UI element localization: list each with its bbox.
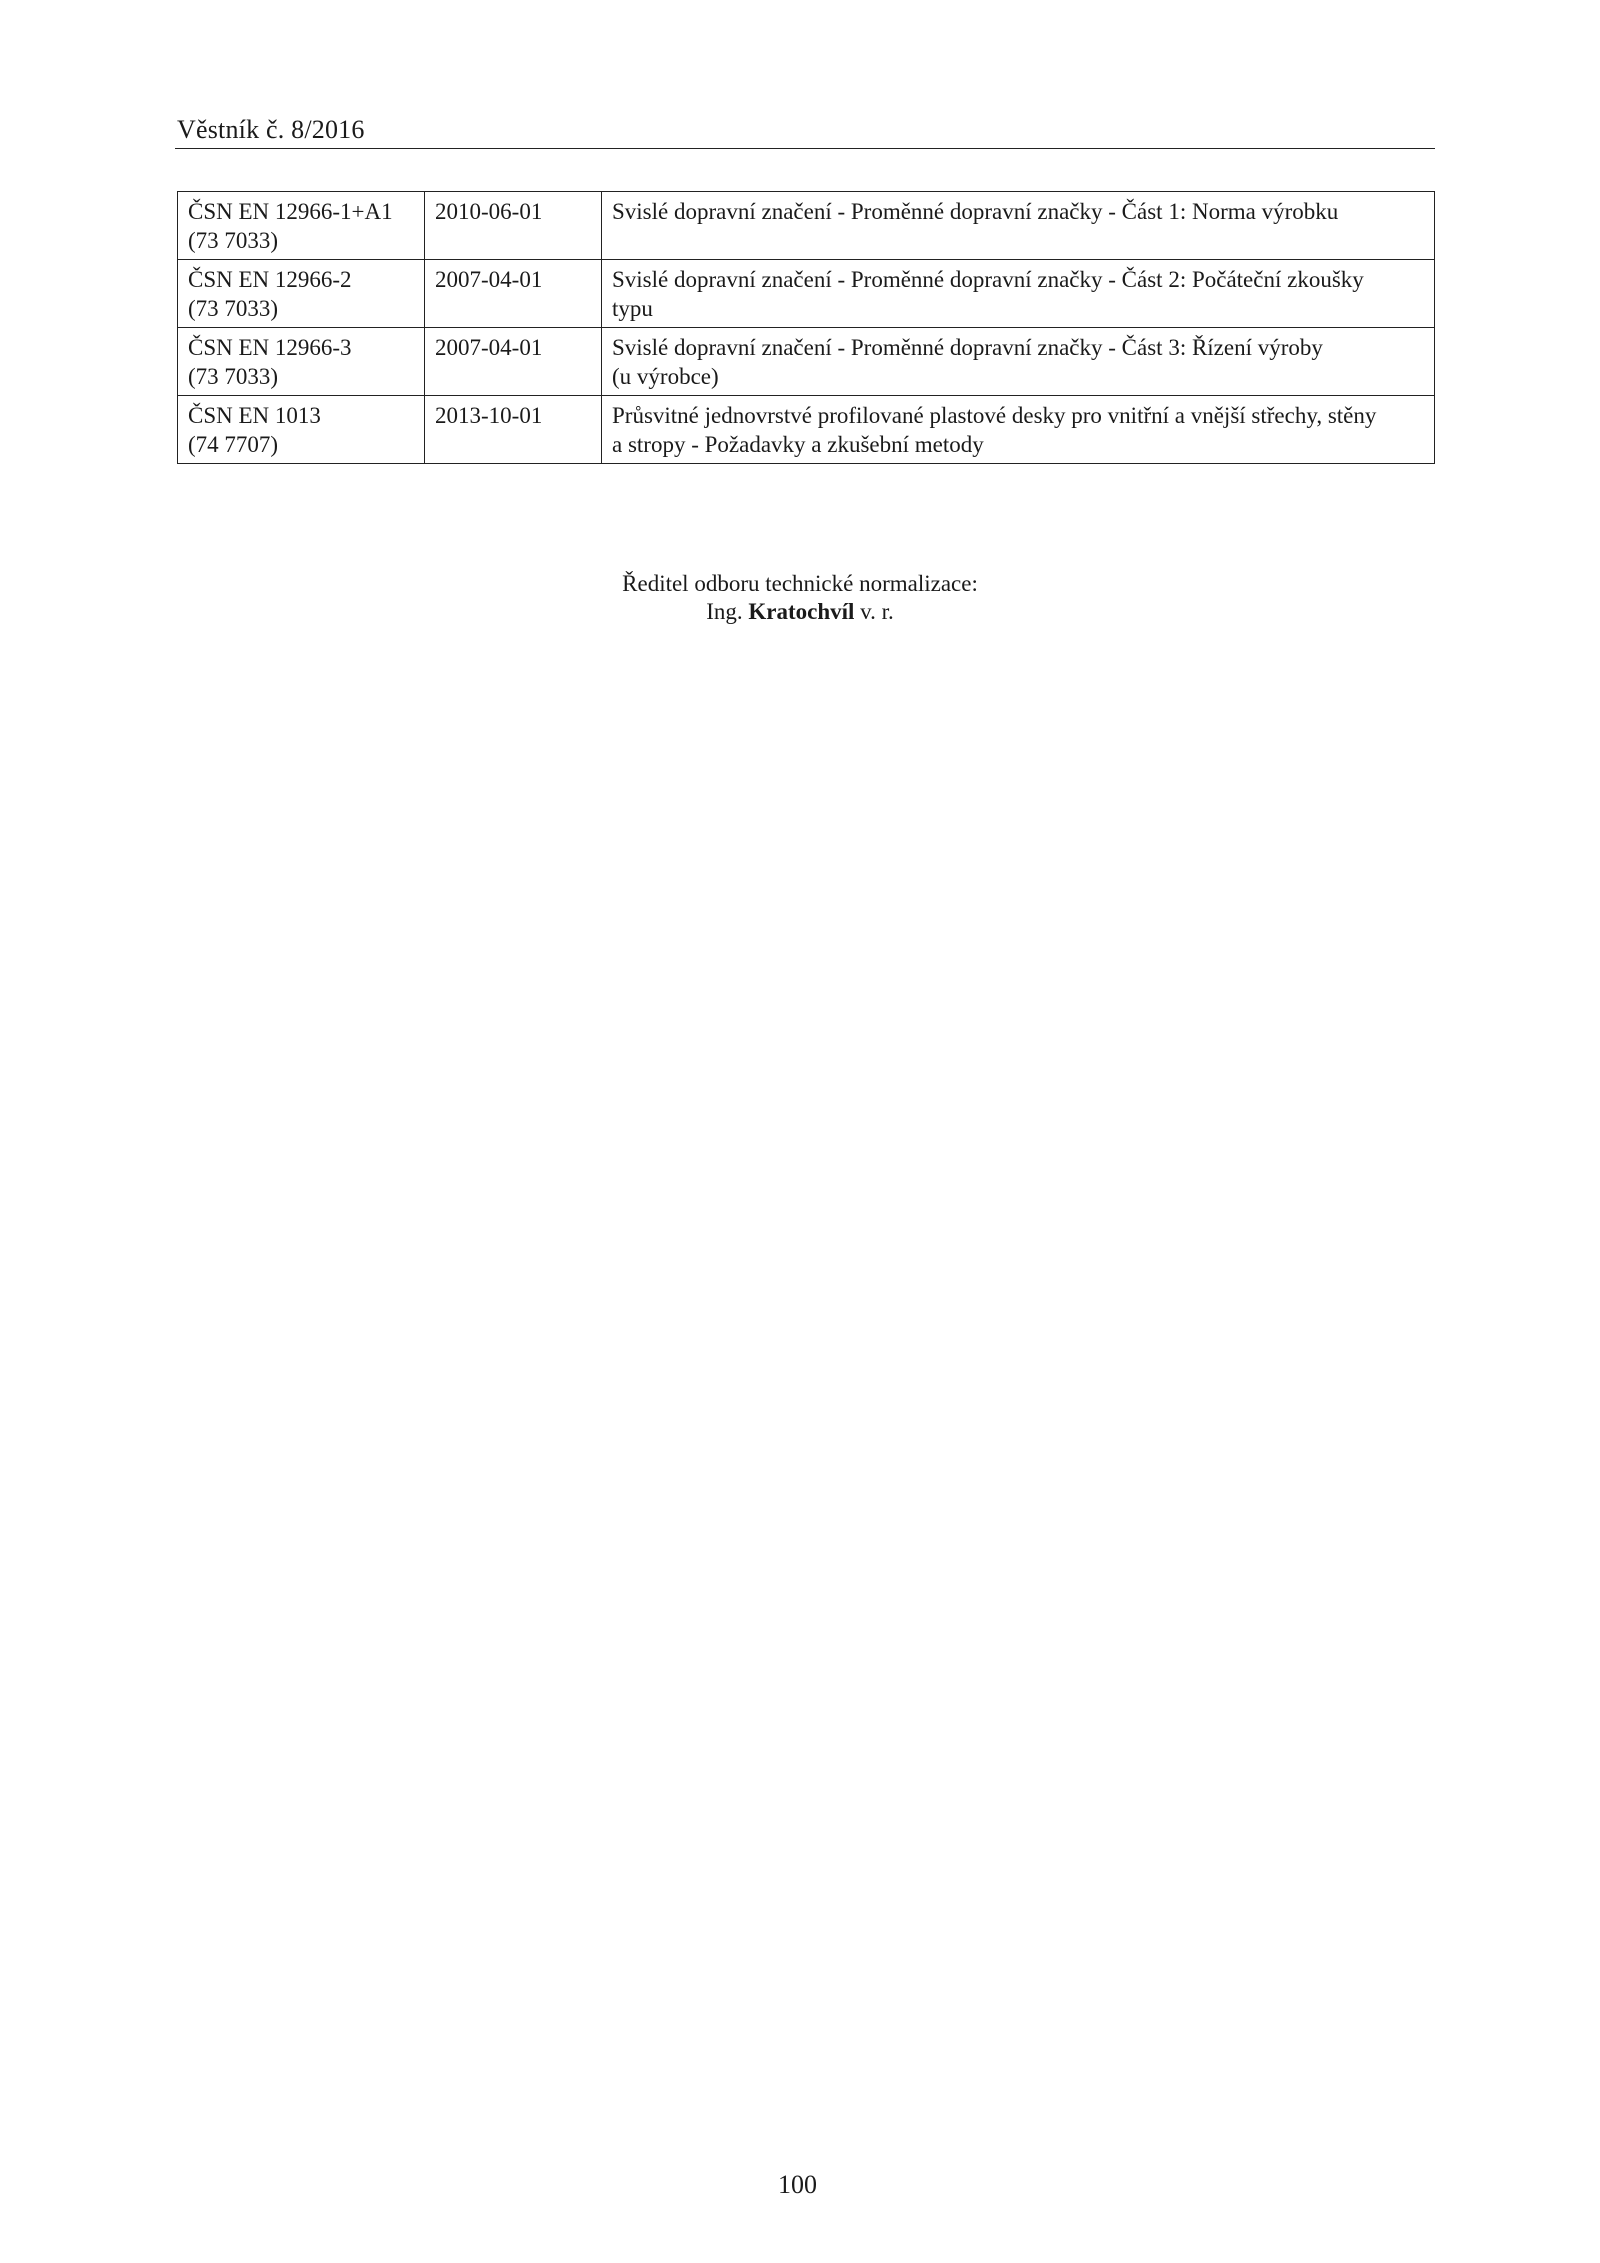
table-row — [178, 192, 1435, 260]
signatory-title: Ing. — [706, 599, 743, 624]
standard-title-line: a stropy - Požadavky a zkušební metody — [612, 432, 984, 457]
table-row — [178, 260, 1435, 328]
signature-note: v. r. — [860, 599, 894, 624]
effective-date: 2007-04-01 — [435, 335, 543, 360]
effective-date: 2010-06-01 — [435, 199, 543, 224]
standard-title-cell — [602, 328, 1435, 396]
bulletin-title: Věstník č. 8/2016 — [177, 115, 365, 144]
standard-title-cell — [602, 260, 1435, 328]
standard-code-cell — [178, 396, 425, 464]
table-row — [178, 396, 1435, 464]
standard-title-line: Svislé dopravní značení - Proměnné dopravní značky - Část 3: Řízení výroby — [612, 335, 1323, 360]
standard-code-cell — [178, 192, 425, 260]
classification-number: (73 7033) — [188, 228, 279, 253]
standard-title-line: Průsvitné jednovrstvé profilované plastové desky pro vnitřní a vnější střechy, stěny — [612, 403, 1377, 428]
effective-date: 2007-04-01 — [435, 267, 543, 292]
standard-title-line: typu — [612, 296, 653, 321]
standard-code: ČSN EN 12966-3 — [188, 335, 352, 360]
effective-date-cell — [425, 328, 602, 396]
standard-code-cell — [178, 328, 425, 396]
standards-table — [177, 191, 1435, 464]
standard-title-cell — [602, 396, 1435, 464]
signature-block — [0, 570, 1600, 626]
standard-title-line: Svislé dopravní značení - Proměnné dopravní značky - Část 1: Norma výrobku — [612, 199, 1339, 224]
effective-date: 2013-10-01 — [435, 403, 543, 428]
page-number: 100 — [778, 2170, 817, 2199]
classification-number: (73 7033) — [188, 296, 279, 321]
effective-date-cell — [425, 260, 602, 328]
standard-title-line: (u výrobce) — [612, 364, 719, 389]
standard-title-cell — [602, 192, 1435, 260]
standard-title-line: Svislé dopravní značení - Proměnné dopravní značky - Část 2: Počáteční zkoušky — [612, 267, 1364, 292]
standard-code: ČSN EN 1013 — [188, 403, 321, 428]
page-header — [175, 112, 1435, 149]
table-row — [178, 328, 1435, 396]
signatory-line — [0, 598, 1600, 626]
signatory-name: Kratochvíl — [748, 599, 855, 624]
standard-code-cell — [178, 260, 425, 328]
classification-number: (73 7033) — [188, 364, 279, 389]
classification-number: (74 7707) — [188, 432, 279, 457]
signatory-role: Ředitel odboru technické normalizace: — [622, 571, 978, 596]
effective-date-cell — [425, 192, 602, 260]
effective-date-cell — [425, 396, 602, 464]
standard-code: ČSN EN 12966-2 — [188, 267, 352, 292]
standard-code: ČSN EN 12966-1+A1 — [188, 199, 393, 224]
